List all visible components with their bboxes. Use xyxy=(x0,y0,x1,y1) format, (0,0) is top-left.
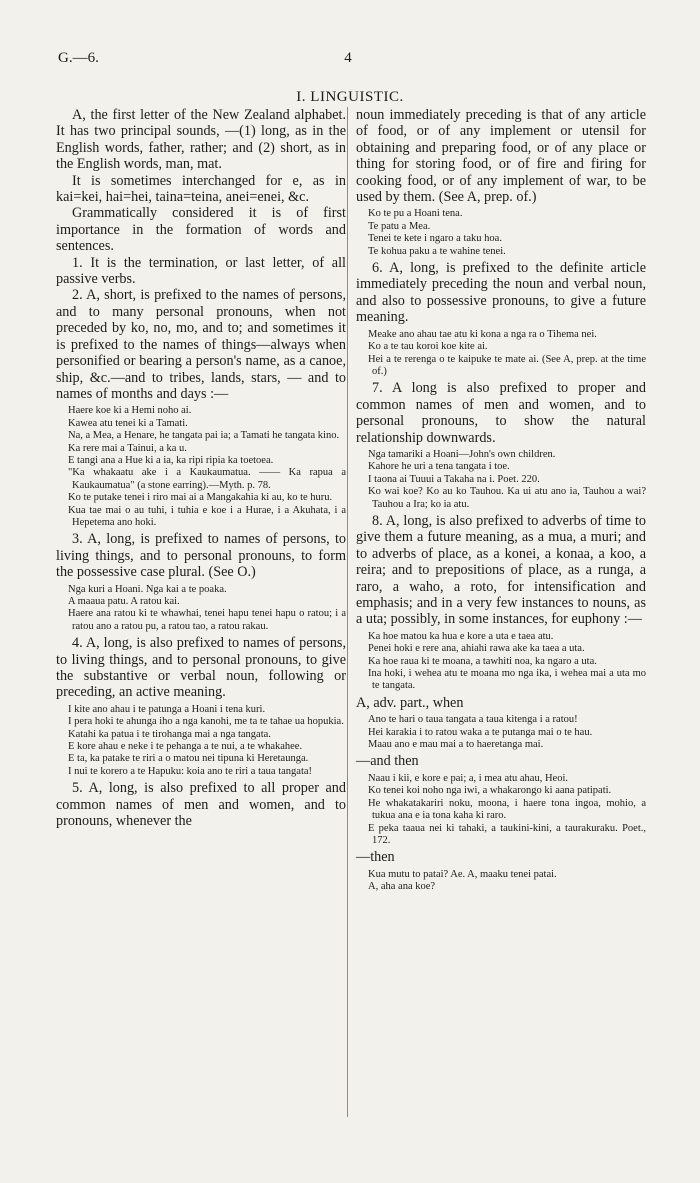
example-sentence: Ko te pu a Hoani tena. xyxy=(368,208,463,220)
example-sentence: Ka hoe matou ka hua e kore a uta e taea atu. xyxy=(368,630,554,642)
example-sentence: I nui te korero a te Hapuku: koia ano te riri a taua tangata! xyxy=(68,765,313,777)
example-sentence: Kawea atu tenei ki a Tamati. xyxy=(68,417,188,429)
example-block xyxy=(356,631,646,693)
example-sentence: "Ka whakaatu ake i a Kaukaumatua. —— Ka rapua a Kaukaumatua" (a stone earring).—Myth. p. 78. xyxy=(68,467,346,491)
example-block xyxy=(56,704,346,778)
example-sentence: Naau i kii, e kore e pai; a, i mea atu ahau, Heoi. xyxy=(368,772,569,784)
example-sentence: Hei karakia i to ratou waka a te putanga mai o te hau. xyxy=(368,726,593,738)
example-sentence: Ko wai koe? Ko au ko Tauhou. Ka ui atu ano ia, Tauhou a wai? Tauhou a Ira; ko ia atu. xyxy=(368,486,646,510)
example-sentence: Nga kuri a Hoani. Nga kai a te poaka. xyxy=(68,583,227,595)
example-sentence: Ano te hari o taua tangata a taua kitenga i a ratou! xyxy=(368,714,578,726)
paragraph: 6. A, long, is prefixed to the definite article immediately preceding the noun and verbal noun, and also to possessive pronouns, to give a future meaning. xyxy=(356,260,646,326)
sub-entry-heading: —then xyxy=(356,849,395,866)
paragraph: 3. A, long, is prefixed to names of persons, to living things, and to personal pronouns, to form the possessive case plural. (See O.) xyxy=(56,531,346,581)
example-sentence: Ko a te tau koroi koe kite ai. xyxy=(368,341,488,353)
example-sentence: Kahore he uri a tena tangata i toe. xyxy=(368,461,510,473)
example-block xyxy=(356,208,646,258)
sub-entry-heading: —and then xyxy=(356,753,419,770)
page-number: 4 xyxy=(344,50,352,66)
example-block xyxy=(56,584,346,634)
paragraph: 8. A, long, is also prefixed to adverbs of time to give them a future meaning, as a mua, a muri; and to adverbs of place, as a konei, a konaa, a koo, a reira; and to prepositions of place, as a runga, a raro, a waho, a roto, for intensification and emphasis; and in a very few instances to nouns, as a uta; possibly, in some instances, for euphony :— xyxy=(356,512,646,628)
example-sentence: Te kohua paku a te wahine tenei. xyxy=(368,245,506,257)
example-sentence: Kua tae mai o au tuhi, i tuhia e koe i a Hurae, i a Akuhata, i a Hepetema ano hoki. xyxy=(68,504,346,528)
example-sentence: Ko tenei koi noho nga iwi, a whakarongo ki aana patipati. xyxy=(368,785,612,797)
page-header xyxy=(58,50,638,70)
example-sentence: A maaua patu. A ratou kai. xyxy=(68,596,180,607)
paragraph: 5. A, long, is also prefixed to all proper and common names of men and women, and to pronouns, whenever the xyxy=(56,780,346,830)
paragraph: A, the first letter of the New Zealand alphabet. It has two principal sounds, —(1) long, as in the English words, father, rather; and (2) short, as in the English words, man, mat. xyxy=(56,107,346,173)
example-block xyxy=(356,449,646,511)
example-sentence: Na, a Mea, a Henare, he tangata pai ia; a Tamati he tangata kino. xyxy=(68,430,340,442)
column-divider xyxy=(347,107,348,1117)
example-sentence: E kore ahau e neke i te pehanga a te nui, a te whakahee. xyxy=(68,741,303,753)
example-sentence: Ka rere mai a Tainui, a ka u. xyxy=(68,442,187,454)
paragraph: 4. A, long, is also prefixed to names of persons, to living things, and to personal pronouns, to give the substantive or verbal noun, following or preceding, an active meaning. xyxy=(56,635,346,701)
example-block xyxy=(356,773,646,847)
sub-entry-heading: A, adv. part., when xyxy=(356,694,464,711)
document-reference: G.—6. xyxy=(58,50,99,66)
example-sentence: E peka taaua nei ki tahaki, a taukini-kini, a taurakuraku. Poet., 172. xyxy=(368,822,646,846)
right-column xyxy=(356,107,646,896)
example-sentence: I taona ai Tuuui a Takaha na i. Poet. 220. xyxy=(368,473,540,485)
example-sentence: I pera hoki te ahunga iho a nga kanohi, me ta te tahae ua hopukia. xyxy=(68,716,344,728)
paragraph: 2. A, short, is prefixed to the names of persons, and to many personal pronouns, when not preceded by ko, no, mo, and to; and sometimes it is prefixed to the names of things—always when personified or bearing a person's name, as a canoe, ship, &c.—and to tribes, lands, stars, — and to names of months and days :— xyxy=(56,287,346,402)
left-column xyxy=(56,107,346,830)
example-block xyxy=(56,405,346,529)
example-sentence: I kite ano ahau i te patunga a Hoani i tena kuri. xyxy=(68,703,266,715)
example-sentence: Meake ano ahau tae atu ki kona a nga ra o Tihema nei. xyxy=(368,328,597,340)
example-sentence: Maau ano e mau mai a to haeretanga mai. xyxy=(368,739,544,751)
example-sentence: Ka hoe raua ki te moana, a tawhiti noa, ka ngaro a uta. xyxy=(368,655,597,667)
example-sentence: A, aha ana koe? xyxy=(368,881,436,893)
example-sentence: E ta, ka patake te riri a o matou nei tipuna ki Heretaunga. xyxy=(68,753,309,765)
paragraph: 7. A long is also prefixed to proper and common names of men and women, and to personal pronouns, to show the natural relationship downwards. xyxy=(356,380,646,446)
paragraph: Grammatically considered it is of first importance in the formation of words and sentences. xyxy=(56,205,346,255)
example-sentence: Haere koe ki a Hemi noho ai. xyxy=(68,405,192,417)
example-sentence: Hei a te rerenga o te kaipuke te mate ai. (See A, prep. at the time of.) xyxy=(368,353,646,377)
example-block xyxy=(356,714,646,751)
example-sentence: He whakatakariri noku, moona, i haere tona ingoa, mohio, a tukua ana e ia tona kaha ki raro. xyxy=(368,797,646,822)
example-sentence: Te patu a Mea. xyxy=(368,220,431,232)
example-sentence: Kua mutu to patai? Ae. A, maaku tenei patai. xyxy=(368,868,557,880)
paragraph: noun immediately preceding is that of any article of food, or of any implement or utensil for obtaining and preparing food, or of any place or thing for storing food, or of fire and firing for cooking food, or of any implement of war, to be used by them. (See A, prep. of.) xyxy=(356,107,646,206)
example-sentence: Katahi ka patua i te tirohanga mai a nga tangata. xyxy=(68,728,271,740)
example-block xyxy=(356,329,646,379)
example-sentence: E tangi ana a Hue ki a ia, ka ripi ripia ka toetoea. xyxy=(68,454,274,466)
example-sentence: Ina hoki, i wehea atu te moana mo nga ika, i wehea mai a uta mo te tangata. xyxy=(368,668,646,692)
example-block xyxy=(356,869,646,894)
paragraph: 1. It is the termination, or last letter, of all passive verbs. xyxy=(56,254,346,288)
example-sentence: Penei hoki e rere ana, ahiahi rawa ake ka taea a uta. xyxy=(368,643,585,655)
section-title: I. LINGUISTIC. xyxy=(296,89,404,105)
example-sentence: Haere ana ratou ki te whawhai, tenei hapu tenei hapu o ratou; i a ratou ano a ratou pu, a ratou tao, a ratou rakau. xyxy=(68,608,346,632)
example-sentence: Ko te putake tenei i riro mai ai a Mangakahia ki au, ko te huru. xyxy=(68,492,333,504)
paragraph: It is sometimes interchanged for e, as in kai=kei, hai=hei, taina=teina, anei=enei, &c. xyxy=(56,172,346,206)
example-sentence: Tenei te kete i ngaro a taku hoa. xyxy=(368,233,502,245)
example-sentence: Nga tamariki a Hoani—John's own children. xyxy=(368,448,556,460)
